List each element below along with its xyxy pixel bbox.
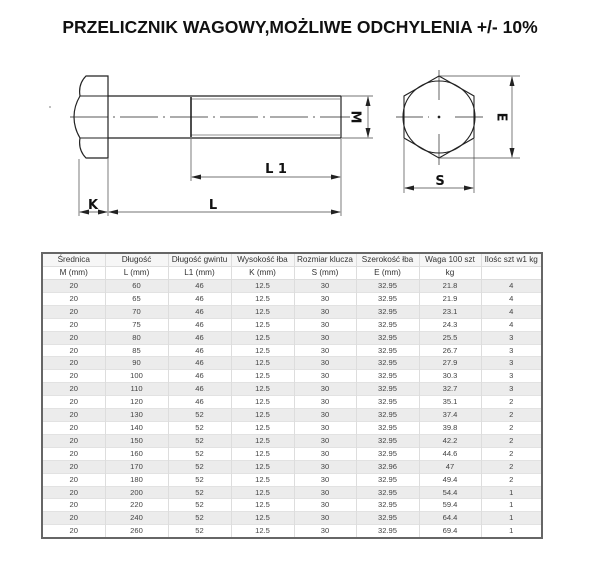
column-unit: L (mm) bbox=[105, 267, 168, 280]
table-cell: 32.95 bbox=[356, 409, 419, 422]
table-cell: 12.5 bbox=[231, 331, 294, 344]
table-cell: 20 bbox=[42, 409, 105, 422]
table-cell: 32.7 bbox=[419, 383, 481, 396]
table-cell: 20 bbox=[42, 383, 105, 396]
table-cell: 52 bbox=[168, 499, 231, 512]
table-cell: 130 bbox=[105, 409, 168, 422]
table-cell: 42.2 bbox=[419, 434, 481, 447]
table-cell: 30 bbox=[294, 280, 356, 293]
table-row bbox=[42, 421, 542, 434]
table-cell: 30 bbox=[294, 434, 356, 447]
weight-conversion-table bbox=[41, 252, 543, 539]
table-cell: 46 bbox=[168, 318, 231, 331]
table-cell: 12.5 bbox=[231, 486, 294, 499]
table-cell: 30 bbox=[294, 344, 356, 357]
page-title: PRZELICZNIK WAGOWY,MOŻLIWE ODCHYLENIA +/- 10% bbox=[62, 17, 538, 37]
table-cell: 30 bbox=[294, 396, 356, 409]
table-cell: 54.4 bbox=[419, 486, 481, 499]
table-cell: 46 bbox=[168, 370, 231, 383]
column-header: Ilośc szt w1 kg bbox=[481, 253, 542, 267]
table-cell: 47 bbox=[419, 460, 481, 473]
table-cell: 23.1 bbox=[419, 305, 481, 318]
table-cell: 46 bbox=[168, 280, 231, 293]
table-cell: 52 bbox=[168, 525, 231, 538]
table-cell: 20 bbox=[42, 344, 105, 357]
table-cell: 3 bbox=[481, 344, 542, 357]
table-cell: 52 bbox=[168, 447, 231, 460]
table-cell: 20 bbox=[42, 421, 105, 434]
table-cell: 4 bbox=[481, 318, 542, 331]
table-cell: 140 bbox=[105, 421, 168, 434]
table-cell: 65 bbox=[105, 292, 168, 305]
bolt-end-view bbox=[396, 70, 483, 165]
table-cell: 46 bbox=[168, 292, 231, 305]
table-cell: 52 bbox=[168, 512, 231, 525]
table-cell: 2 bbox=[481, 409, 542, 422]
table-cell: 32.95 bbox=[356, 486, 419, 499]
table-cell: 46 bbox=[168, 396, 231, 409]
dimension-label-l: L bbox=[208, 198, 218, 213]
table-cell: 12.5 bbox=[231, 447, 294, 460]
table-cell: 4 bbox=[481, 305, 542, 318]
dimension-label-e: E bbox=[493, 112, 509, 122]
table-cell: 20 bbox=[42, 447, 105, 460]
table-cell: 160 bbox=[105, 447, 168, 460]
table-cell: 12.5 bbox=[231, 383, 294, 396]
table-cell: 32.96 bbox=[356, 460, 419, 473]
table-units-row bbox=[42, 267, 542, 280]
table-row bbox=[42, 434, 542, 447]
table-cell: 12.5 bbox=[231, 473, 294, 486]
table-cell: 30 bbox=[294, 473, 356, 486]
column-header: Szerokość łba bbox=[356, 253, 419, 267]
table-cell: 12.5 bbox=[231, 396, 294, 409]
table-cell: 21.9 bbox=[419, 292, 481, 305]
table-cell: 1 bbox=[481, 499, 542, 512]
table-cell: 30 bbox=[294, 421, 356, 434]
table-cell: 12.5 bbox=[231, 434, 294, 447]
table-cell: 3 bbox=[481, 331, 542, 344]
table-cell: 52 bbox=[168, 421, 231, 434]
column-unit: S (mm) bbox=[294, 267, 356, 280]
table-cell: 30 bbox=[294, 512, 356, 525]
table-cell: 20 bbox=[42, 460, 105, 473]
table-cell: 3 bbox=[481, 357, 542, 370]
column-header: Średnica bbox=[42, 253, 105, 267]
table-row bbox=[42, 525, 542, 538]
table-row bbox=[42, 473, 542, 486]
table-cell: 30 bbox=[294, 383, 356, 396]
table-row bbox=[42, 331, 542, 344]
table-cell: 2 bbox=[481, 396, 542, 409]
side-dimensions bbox=[79, 96, 373, 216]
table-cell: 1 bbox=[481, 525, 542, 538]
table-cell: 20 bbox=[42, 525, 105, 538]
table-cell: 30.3 bbox=[419, 370, 481, 383]
table-cell: 12.5 bbox=[231, 344, 294, 357]
table-cell: 80 bbox=[105, 331, 168, 344]
table-cell: 180 bbox=[105, 473, 168, 486]
table-cell: 64.4 bbox=[419, 512, 481, 525]
table-cell: 32.95 bbox=[356, 280, 419, 293]
table-row bbox=[42, 447, 542, 460]
table-row bbox=[42, 370, 542, 383]
table-cell: 260 bbox=[105, 525, 168, 538]
table-cell: 150 bbox=[105, 434, 168, 447]
table-cell: 75 bbox=[105, 318, 168, 331]
table-cell: 69.4 bbox=[419, 525, 481, 538]
table-row bbox=[42, 486, 542, 499]
column-unit: E (mm) bbox=[356, 267, 419, 280]
table-cell: 20 bbox=[42, 396, 105, 409]
table-cell: 32.95 bbox=[356, 331, 419, 344]
table-cell: 90 bbox=[105, 357, 168, 370]
table-cell: 52 bbox=[168, 460, 231, 473]
table-cell: 3 bbox=[481, 370, 542, 383]
table-cell: 32.95 bbox=[356, 421, 419, 434]
column-unit: K (mm) bbox=[231, 267, 294, 280]
table-cell: 26.7 bbox=[419, 344, 481, 357]
table-cell: 32.95 bbox=[356, 383, 419, 396]
table-cell: 30 bbox=[294, 292, 356, 305]
table-cell: 12.5 bbox=[231, 512, 294, 525]
table-cell: 60 bbox=[105, 280, 168, 293]
table-cell: 32.95 bbox=[356, 344, 419, 357]
table-cell: 30 bbox=[294, 499, 356, 512]
table-cell: 32.95 bbox=[356, 473, 419, 486]
table-cell: 120 bbox=[105, 396, 168, 409]
table-cell: 52 bbox=[168, 409, 231, 422]
table-cell: 70 bbox=[105, 305, 168, 318]
table-cell: 12.5 bbox=[231, 409, 294, 422]
table-cell: 20 bbox=[42, 370, 105, 383]
column-unit bbox=[481, 267, 542, 280]
column-header: Długość bbox=[105, 253, 168, 267]
column-unit: L1 (mm) bbox=[168, 267, 231, 280]
table-cell: 85 bbox=[105, 344, 168, 357]
dimension-label-m: M bbox=[347, 110, 363, 124]
table-cell: 20 bbox=[42, 280, 105, 293]
table-cell: 30 bbox=[294, 409, 356, 422]
table-cell: 30 bbox=[294, 447, 356, 460]
table-cell: 37.4 bbox=[419, 409, 481, 422]
table-cell: 12.5 bbox=[231, 292, 294, 305]
table-cell: 12.5 bbox=[231, 370, 294, 383]
table-row bbox=[42, 318, 542, 331]
table-cell: 52 bbox=[168, 486, 231, 499]
table-row bbox=[42, 512, 542, 525]
table-cell: 12.5 bbox=[231, 499, 294, 512]
table-row bbox=[42, 383, 542, 396]
table-cell: 100 bbox=[105, 370, 168, 383]
table-cell: 12.5 bbox=[231, 305, 294, 318]
table-cell: 20 bbox=[42, 512, 105, 525]
table-cell: 3 bbox=[481, 383, 542, 396]
table-cell: 32.95 bbox=[356, 434, 419, 447]
table-row bbox=[42, 499, 542, 512]
table-cell: 44.6 bbox=[419, 447, 481, 460]
column-unit: M (mm) bbox=[42, 267, 105, 280]
table-cell: 4 bbox=[481, 292, 542, 305]
table-row bbox=[42, 344, 542, 357]
table-cell: 32.95 bbox=[356, 318, 419, 331]
bolt-side-view bbox=[49, 76, 350, 158]
table-row bbox=[42, 460, 542, 473]
table-cell: 30 bbox=[294, 370, 356, 383]
column-header: Długość gwintu bbox=[168, 253, 231, 267]
table-cell: 32.95 bbox=[356, 396, 419, 409]
table-cell: 25.5 bbox=[419, 331, 481, 344]
table-cell: 20 bbox=[42, 318, 105, 331]
table-cell: 2 bbox=[481, 447, 542, 460]
table-body bbox=[42, 280, 542, 539]
table-cell: 12.5 bbox=[231, 318, 294, 331]
table-cell: 30 bbox=[294, 305, 356, 318]
table-header-row bbox=[42, 253, 542, 267]
table-cell: 35.1 bbox=[419, 396, 481, 409]
dimension-label-k: K bbox=[87, 198, 99, 213]
table-cell: 39.8 bbox=[419, 421, 481, 434]
table-cell: 2 bbox=[481, 460, 542, 473]
table-cell: 32.95 bbox=[356, 512, 419, 525]
table-cell: 2 bbox=[481, 421, 542, 434]
table-row bbox=[42, 292, 542, 305]
table-cell: 52 bbox=[168, 434, 231, 447]
end-dimensions bbox=[404, 76, 520, 193]
table-cell: 20 bbox=[42, 499, 105, 512]
table-cell: 20 bbox=[42, 434, 105, 447]
table-cell: 24.3 bbox=[419, 318, 481, 331]
table-cell: 20 bbox=[42, 473, 105, 486]
table-cell: 12.5 bbox=[231, 357, 294, 370]
table-cell: 20 bbox=[42, 331, 105, 344]
table-cell: 32.95 bbox=[356, 447, 419, 460]
table-cell: 220 bbox=[105, 499, 168, 512]
table-cell: 20 bbox=[42, 357, 105, 370]
table-cell: 46 bbox=[168, 344, 231, 357]
table-cell: 30 bbox=[294, 460, 356, 473]
table-cell: 1 bbox=[481, 486, 542, 499]
table-cell: 170 bbox=[105, 460, 168, 473]
table-cell: 32.95 bbox=[356, 525, 419, 538]
table-cell: 2 bbox=[481, 434, 542, 447]
table-cell: 49.4 bbox=[419, 473, 481, 486]
table-row bbox=[42, 357, 542, 370]
table-cell: 32.95 bbox=[356, 292, 419, 305]
table-cell: 27.9 bbox=[419, 357, 481, 370]
table-row bbox=[42, 280, 542, 293]
table-cell: 30 bbox=[294, 486, 356, 499]
column-header: Wysokość łba bbox=[231, 253, 294, 267]
table-cell: 59.4 bbox=[419, 499, 481, 512]
table-cell: 4 bbox=[481, 280, 542, 293]
table-cell: 46 bbox=[168, 305, 231, 318]
table-row bbox=[42, 396, 542, 409]
column-header: Waga 100 szt bbox=[419, 253, 481, 267]
dimension-label-l1: L 1 bbox=[265, 162, 287, 177]
table-cell: 32.95 bbox=[356, 499, 419, 512]
table-cell: 12.5 bbox=[231, 525, 294, 538]
table-cell: 52 bbox=[168, 473, 231, 486]
table-cell: 1 bbox=[481, 512, 542, 525]
table-cell: 30 bbox=[294, 525, 356, 538]
bolt-technical-drawing bbox=[0, 0, 600, 240]
dimension-label-s: S bbox=[435, 174, 445, 189]
table-cell: 2 bbox=[481, 473, 542, 486]
table-row bbox=[42, 305, 542, 318]
table-cell: 30 bbox=[294, 331, 356, 344]
table-cell: 21.8 bbox=[419, 280, 481, 293]
table-row bbox=[42, 409, 542, 422]
table-cell: 30 bbox=[294, 357, 356, 370]
table-cell: 12.5 bbox=[231, 280, 294, 293]
table-cell: 32.95 bbox=[356, 370, 419, 383]
table-cell: 200 bbox=[105, 486, 168, 499]
table-cell: 20 bbox=[42, 486, 105, 499]
table-cell: 12.5 bbox=[231, 460, 294, 473]
table-cell: 46 bbox=[168, 383, 231, 396]
table-cell: 20 bbox=[42, 292, 105, 305]
table-cell: 240 bbox=[105, 512, 168, 525]
table-cell: 32.95 bbox=[356, 357, 419, 370]
table-cell: 46 bbox=[168, 357, 231, 370]
column-header: Rozmiar klucza bbox=[294, 253, 356, 267]
table-cell: 110 bbox=[105, 383, 168, 396]
column-unit: kg bbox=[419, 267, 481, 280]
table-cell: 32.95 bbox=[356, 305, 419, 318]
table-cell: 20 bbox=[42, 305, 105, 318]
table-cell: 30 bbox=[294, 318, 356, 331]
table-cell: 12.5 bbox=[231, 421, 294, 434]
table-cell: 46 bbox=[168, 331, 231, 344]
